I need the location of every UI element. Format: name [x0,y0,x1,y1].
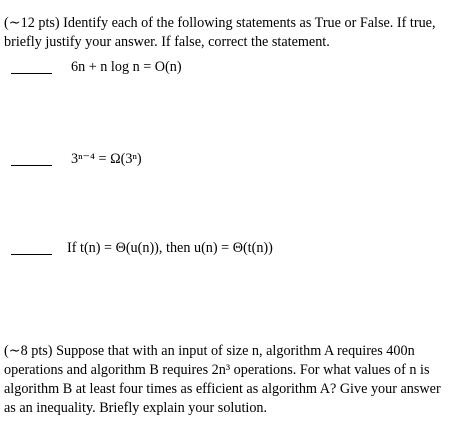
question-2-line-4: as an inequality. Briefly explain your solution. [4,400,268,416]
question-2-line-2: operations and algorithm B requires 2n³ operations. For what values of n is [4,362,430,378]
statement-2-text: 3ⁿ⁻⁴ = Ω(3ⁿ) [71,151,142,167]
question-2-line-1: (∼8 pts) Suppose that with an input of size n, algorithm A requires 400n [4,343,415,359]
question-2-line-3: algorithm B at least four times as efficient as algorithm A? Give your answer [4,381,441,397]
statement-3-text: If t(n) = Θ(u(n)), then u(n) = Θ(t(n)) [67,240,273,256]
question-1-prompt [4,14,466,52]
answer-blank-2[interactable] [11,164,52,166]
statement-1-text: 6n + n log n = O(n) [71,59,182,75]
question-1-line-2: briefly justify your answer. If false, correct the statement. [4,34,330,50]
statement-3 [11,237,273,257]
statement-1 [11,56,182,76]
statement-2 [11,148,142,168]
answer-blank-3[interactable] [11,253,52,255]
question-1-line-1: (∼12 pts) Identify each of the following statements as True or False. If true, [4,15,436,31]
question-2-prompt [4,342,466,418]
answer-blank-1[interactable] [11,72,52,74]
